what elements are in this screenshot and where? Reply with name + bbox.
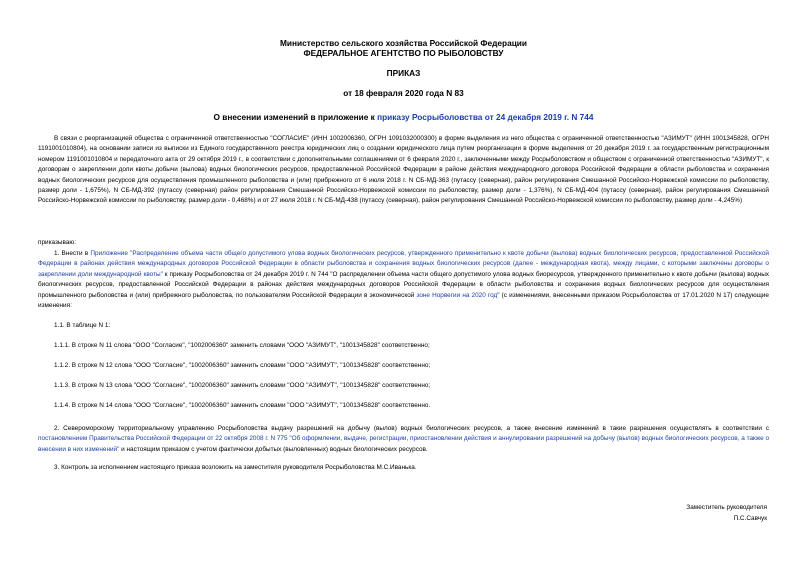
sub-item-1-1: 1.1. В таблице N 1: xyxy=(54,322,111,329)
item-3: 3. Контроль за исполнением настоящего приказа возложить на заместителя руководителя Росрыболовства М.С.Иванька. xyxy=(54,464,417,471)
item-1-suffix: " (с изменениями, внесенными приказом Росрыболовства от 17.01.2020 N 17) следующие изменения: xyxy=(38,291,769,310)
doc-title-text: О внесении изменений в приложение к xyxy=(213,112,378,122)
item-2 xyxy=(38,424,769,455)
item-1-prefix: 1. Внести в xyxy=(54,250,91,257)
doc-title-link[interactable]: приказу Росрыболовства от 24 декабря 2019 г. N 744 xyxy=(377,112,594,122)
appendix-link[interactable]: Приложение "Распределение объема части общего допустимого улова водных биологических ресурсов, утвержденного применительно к квоте добычи (вылова) водных биологических ресурсов, предоставленной Российской Федерации в районах действия международных договоров Российской Федерации в области рыболовства и сохранения водных биологических ресурсов (далее - международная квота), между лицами, с которыми заключены договоры о закреплении доли международной квоты" xyxy=(38,250,769,278)
item-1 xyxy=(38,249,769,311)
ministry-name: Министерство сельского хозяйства Российской Федерации xyxy=(280,38,527,48)
sub-item-1-1-2: 1.1.2. В строке N 12 слова "ООО "Согласие", "1002006360" заменить словами "ООО "АЗИМУТ", "1001345828" соответственно; xyxy=(54,362,431,369)
signature-name: П.С.Савчук xyxy=(733,515,767,522)
sub-item-1-1-1: 1.1.1. В строке N 11 слова "ООО "Согласие", "1002006360" заменить словами "ООО "АЗИМУТ", "1001345828" соответственно; xyxy=(54,342,430,349)
sub-item-1-1-3: 1.1.3. В строке N 13 слова "ООО "Согласие", "1002006360" заменить словами "ООО "АЗИМУТ", "1001345828" соответственно; xyxy=(54,382,431,389)
doc-date: от 18 февраля 2020 года N 83 xyxy=(343,88,464,98)
doc-title xyxy=(0,112,807,122)
norway-zone-link[interactable]: зоне Норвегии на 2020 год xyxy=(416,291,498,299)
order-word: приказываю: xyxy=(38,239,76,246)
signature-title: Заместитель руководителя xyxy=(686,504,767,511)
item-2-prefix: 2. Североморскому территориальному управлению Росрыболовства выдачу разрешений на добычу (вылов) водных биологических ресурсов, а также внесение изменений в такие разрешения осуществлять в соответствии с xyxy=(54,425,769,432)
preamble: В связи с реорганизацией общества с ограниченной ответственностью "СОГЛАСИЕ" (ИНН 1002006360, ОГРН 1091032000300) в форме выделения из него общества с ограниченной ответственностью "АЗИМУТ" (ИНН 1001345828, ОГРН 1191001010804), на основании записи из выписки из Единого государственного реестра юридических лиц о создании юридического лица путем реорганизации в форме выделения от 20 декабря 2019 г. за государственным регистрационным номером 1191001010804 и передаточного акта от 29 октября 2019 г., в соответствии с дополнительными соглашениями от 6 февраля 2020 г., заключенными между Росрыболовством и обществом с ограниченной ответственностью "АЗИМУТ", к договорам о закреплении доли квоты добычи (вылова) водных биологических ресурсов, предоставленной Российской Федерации в районе действия международного договора Российской Федерации в области рыболовства и сохранения водных биологических ресурсов для осуществления промышленного рыболовства и (или) прибрежного от 6 июля 2018 г. N СБ-МД-363 (путассу (северная), район регулирования Смешанной Российско-Норвежской комиссии по рыболовству, размер доли - 1,675%), N СБ-МД-392 (путассу (северная) район регулирования Смешанной Российско-Норвежской комиссии по рыболовству, размер доли - 1,376%), N СБ-МД-404 (путассу (северная), район регулирования Смешанной Российско-Норвежской комиссии по рыболовству, размер доли - 0,468%) и от 27 июля 2018 г. N СБ-МД-438 (путассу (северная), район регулирования Смешанной Российско-Норвежской комиссии по рыболовству, размер доли - 4,245%) xyxy=(38,135,769,205)
doc-type: ПРИКАЗ xyxy=(386,68,421,78)
sub-item-1-1-4: 1.1.4. В строке N 14 слова "ООО "Согласие", "1002006360" заменить словами "ООО "АЗИМУТ", "1001345828" соответственно. xyxy=(54,402,431,409)
item-1-middle: к приказу Росрыболовства от 24 декабря 2019 г. N 744 "О распределении объема части общего допустимого улова водных биоресурсов, утвержденного применительно к квоте добычи (вылова) водных биологических ресурсов, предоставленной Российской Федерации в районах действия международных договоров Российской Федерации в области рыболовства и сохранения водных биологических ресурсов для осуществления промышленного рыболовства и (или) прибрежного рыболовства, по пользователям Российской Федерации в экономической xyxy=(38,270,769,299)
agency-name: ФЕДЕРАЛЬНОЕ АГЕНТСТВО ПО РЫБОЛОВСТВУ xyxy=(303,48,504,58)
item-2-suffix: и настоящим приказом с учетом фактически добытых (выловленных) водных биологических ресурсов. xyxy=(119,445,428,453)
government-decree-link[interactable]: постановлением Правительства Российской Федерации от 22 октября 2008 г. N 775 "Об оформлении, выдаче, регистрации, приостановлении действия и аннулировании разрешений на добычу (вылов) водных биологических ресурсов, а также о внесении в них изменений" xyxy=(38,435,769,453)
